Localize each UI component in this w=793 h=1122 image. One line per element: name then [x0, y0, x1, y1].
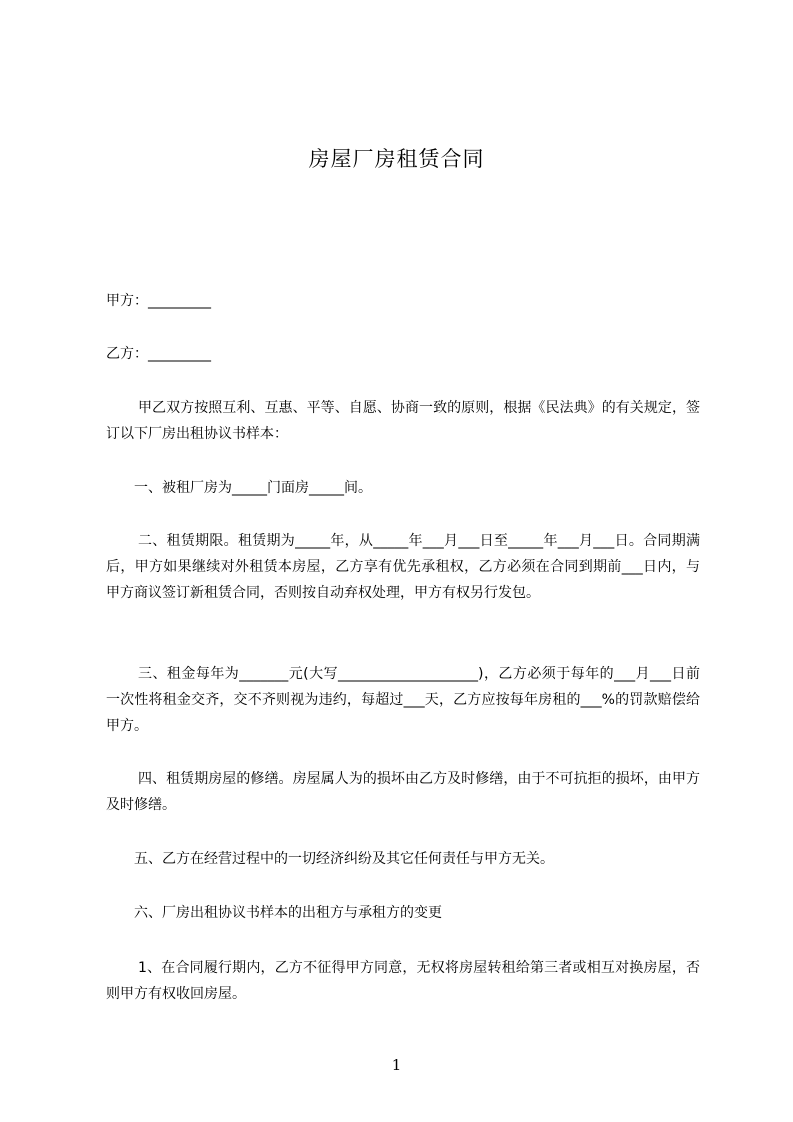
- clause-1: 一、被租厂房为_____门面房_____间。: [134, 480, 372, 496]
- clause-3: 三、租金每年为_______元(大写____________________)，乙方必须于每年的___月___日前一次性将租金交齐，交不齐则视为违约，每超过___天，乙方应按每年房租的___%的罚款赔偿给甲方。: [106, 666, 700, 734]
- intro-paragraph: 甲乙双方按照互利、互惠、平等、自愿、协商一致的原则，根据《民法典》的有关规定，签订以下厂房出租协议书样本：: [106, 400, 700, 442]
- clause-2: 二、租赁期限。租赁期为_____年，从_____年___月___日至_____年___月___日。合同期满后，甲方如果继续对外租赁本房屋，乙方享有优先承租权，乙方必须在合同到期前___日内，与甲方商议签订新租赁合同，否则按自动弃权处理，甲方有权另行发包。: [106, 533, 700, 601]
- clause-5: 五、乙方在经营过程中的一切经济纠纷及其它任何责任与甲方无关。: [134, 851, 554, 867]
- clause-6-item-1: 1、在合同履行期内，乙方不征得甲方同意，无权将房屋转租给第三者或相互对换房屋，否则甲方有权收回房屋。: [106, 960, 700, 1002]
- party-a-line: 甲方：_________: [106, 293, 211, 309]
- clause-4: 四、租赁期房屋的修缮。房屋属人为的损坏由乙方及时修缮，由于不可抗拒的损坏，由甲方及时修缮。: [106, 771, 700, 813]
- page-number: 1: [391, 1056, 402, 1074]
- clause-6: 六、厂房出租协议书样本的出租方与承租方的变更: [134, 905, 442, 921]
- page-title: 房屋厂房租赁合同: [308, 147, 485, 171]
- party-b-line: 乙方：_________: [106, 346, 211, 362]
